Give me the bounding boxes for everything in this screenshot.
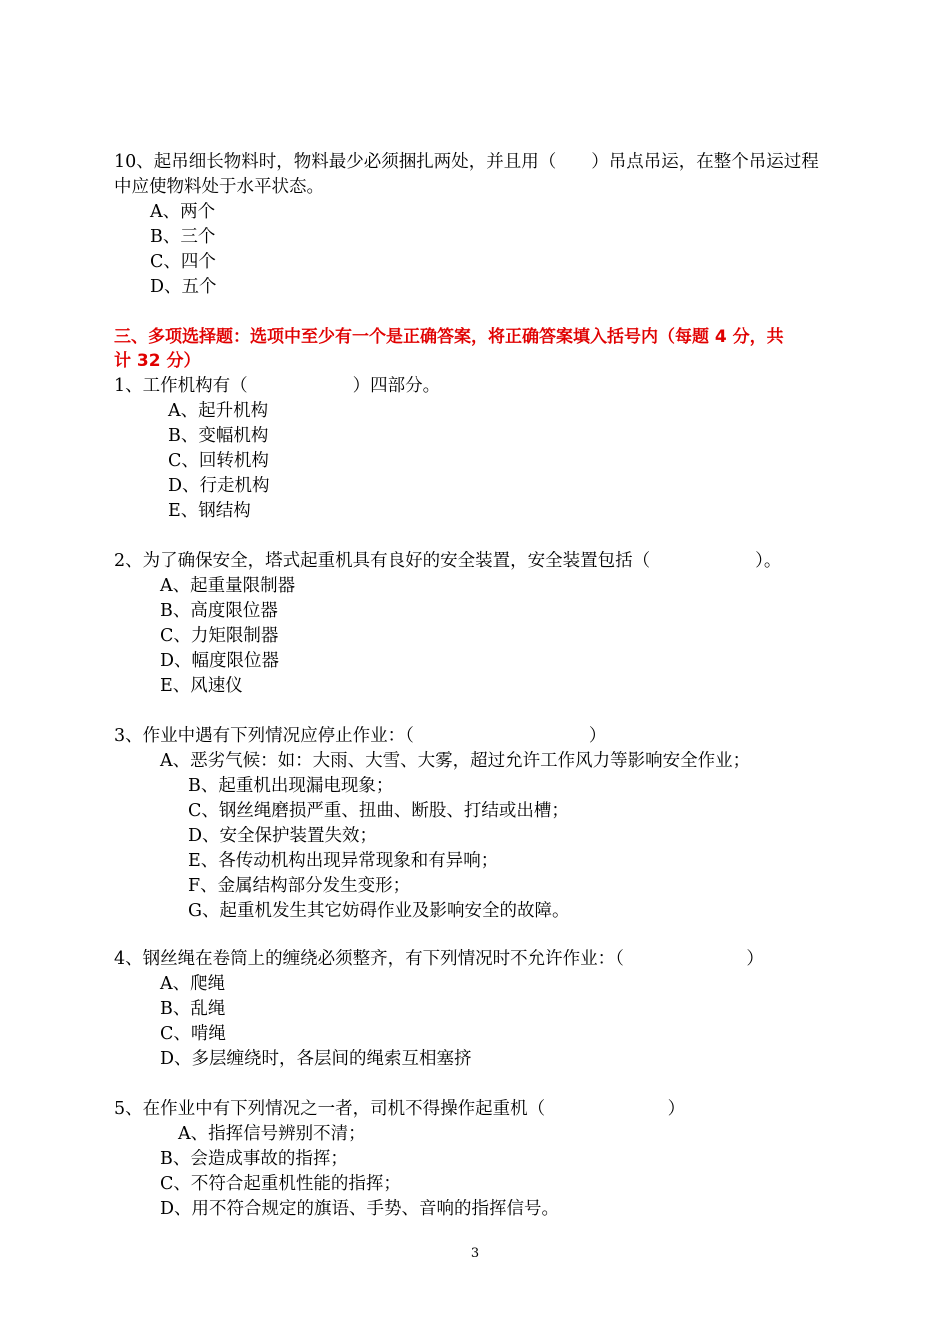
m5-option-b: B、会造成事故的指挥； — [160, 1149, 348, 1169]
m5-option-a: A、指挥信号辨别不清； — [178, 1124, 366, 1144]
m2-stem: 2、为了确保安全，塔式起重机具有良好的安全装置，安全装置包括（ ）。 — [114, 551, 782, 571]
m4-option-b: B、乱绳 — [160, 999, 226, 1019]
m5-option-d: D、用不符合规定的旗语、手势、音响的指挥信号。 — [160, 1199, 560, 1219]
m3-option-c: C、钢丝绳磨损严重、扭曲、断股、打结或出槽； — [188, 801, 569, 821]
m3-stem: 3、作业中遇有下列情况应停止作业：（ ） — [114, 726, 607, 746]
m5-option-c: C、不符合起重机性能的指挥； — [160, 1174, 401, 1194]
m2-option-a: A、起重量限制器 — [160, 576, 296, 596]
m2-option-b: B、高度限位器 — [160, 601, 278, 621]
q10-stem-line1: 10、起吊细长物料时，物料最少必须捆扎两处，并且用（ ）吊点吊运，在整个吊运过程 — [114, 152, 819, 172]
m3-option-a: A、恶劣气候：如：大雨、大雪、大雾，超过允许工作风力等影响安全作业； — [160, 751, 751, 771]
m5-stem: 5、在作业中有下列情况之一者，司机不得操作起重机（ ） — [114, 1099, 686, 1119]
m3-option-d: D、安全保护装置失效； — [188, 826, 378, 846]
m4-option-c: C、啃绳 — [160, 1024, 226, 1044]
m1-option-e: E、钢结构 — [168, 501, 251, 521]
section3-heading-line1: 三、多项选择题：选项中至少有一个是正确答案，将正确答案填入括号内（每题 4 分，共 — [114, 327, 784, 347]
m4-option-d: D、多层缠绕时，各层间的绳索互相塞挤 — [160, 1049, 472, 1069]
q10-option-a: A、两个 — [150, 202, 216, 222]
m4-option-a: A、爬绳 — [160, 974, 226, 994]
q10-option-c: C、四个 — [150, 252, 216, 272]
m1-stem: 1、工作机构有（ ）四部分。 — [114, 376, 441, 396]
m4-stem: 4、钢丝绳在卷筒上的缠绕必须整齐，有下列情况时不允许作业：（ ） — [114, 949, 764, 969]
m1-option-d: D、行走机构 — [168, 476, 270, 496]
m3-option-f: F、金属结构部分发生变形； — [188, 876, 411, 896]
m2-option-d: D、幅度限位器 — [160, 651, 280, 671]
m1-option-c: C、回转机构 — [168, 451, 269, 471]
m1-option-a: A、起升机构 — [168, 401, 269, 421]
q10-option-d: D、五个 — [150, 277, 217, 297]
section3-heading-line2: 计 32 分） — [114, 351, 201, 371]
page-number: 3 — [470, 1246, 480, 1261]
q10-option-b: B、三个 — [150, 227, 216, 247]
m2-option-e: E、风速仪 — [160, 676, 243, 696]
m3-option-e: E、各传动机构出现异常现象和有异响； — [188, 851, 499, 871]
m3-option-g: G、起重机发生其它妨碍作业及影响安全的故障。 — [188, 901, 570, 921]
q10-stem-line2: 中应使物料处于水平状态。 — [114, 177, 324, 197]
m3-option-b: B、起重机出现漏电现象； — [188, 776, 394, 796]
m2-option-c: C、力矩限制器 — [160, 626, 279, 646]
m1-option-b: B、变幅机构 — [168, 426, 269, 446]
